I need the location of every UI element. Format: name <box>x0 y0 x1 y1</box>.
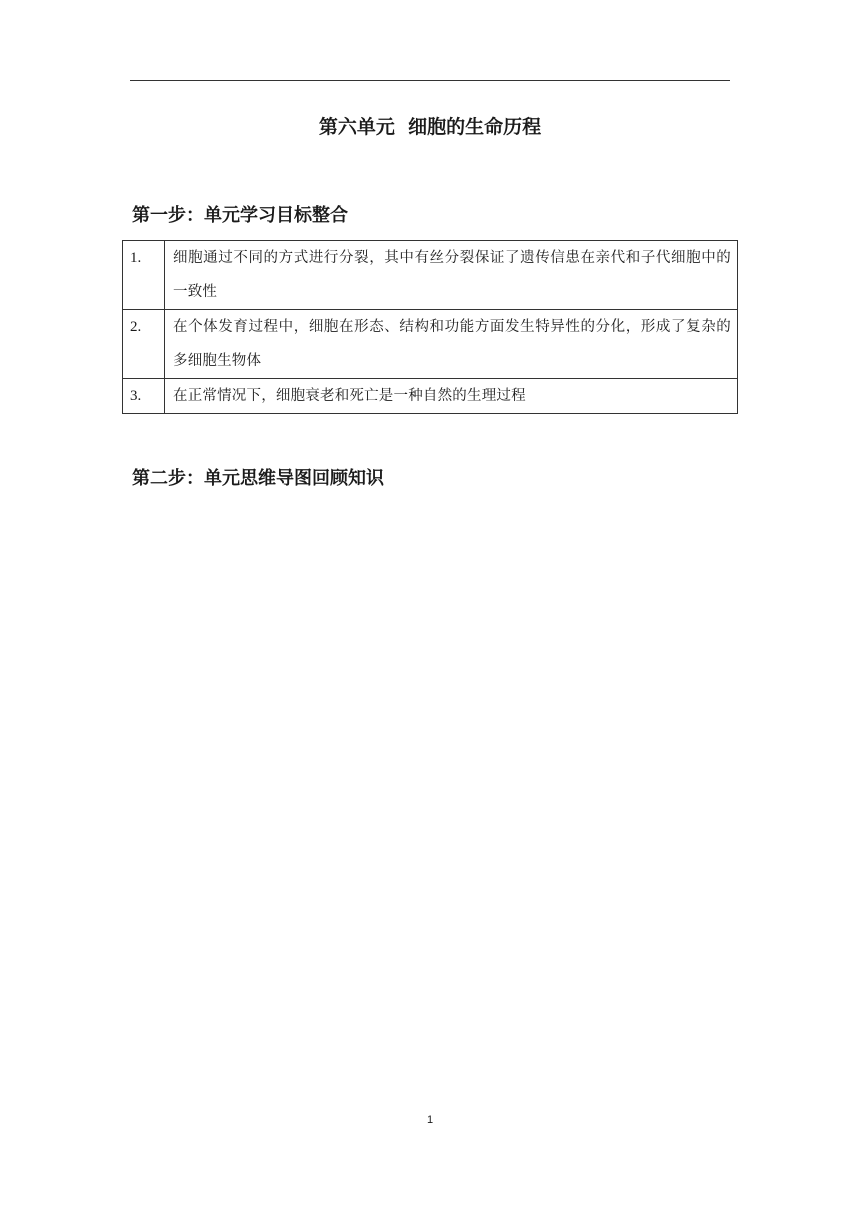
section-heading-learning-goals: 第一步：单元学习目标整合 <box>132 205 348 226</box>
section-heading-mind-map: 第二步：单元思维导图回顾知识 <box>132 468 384 489</box>
goal-text: 在个体发育过程中，细胞在形态、结构和功能方面发生特异性的分化，形成了复杂的多细胞生物体 <box>165 310 738 379</box>
page-number: 1 <box>426 1114 434 1126</box>
goal-number: 3. <box>123 379 165 414</box>
document-title: 第六单元 细胞的生命历程 <box>318 116 542 138</box>
goal-number: 2. <box>123 310 165 379</box>
table-row <box>123 379 738 414</box>
goal-number: 1. <box>123 241 165 310</box>
goal-text: 在正常情况下，细胞衰老和死亡是一种自然的生理过程 <box>165 379 738 414</box>
table-row <box>123 241 738 310</box>
goal-text: 细胞通过不同的方式进行分裂，其中有丝分裂保证了遗传信患在亲代和子代细胞中的一致性 <box>165 241 738 310</box>
learning-goals-table <box>122 240 738 414</box>
header-rule <box>130 80 730 81</box>
table-row <box>123 310 738 379</box>
